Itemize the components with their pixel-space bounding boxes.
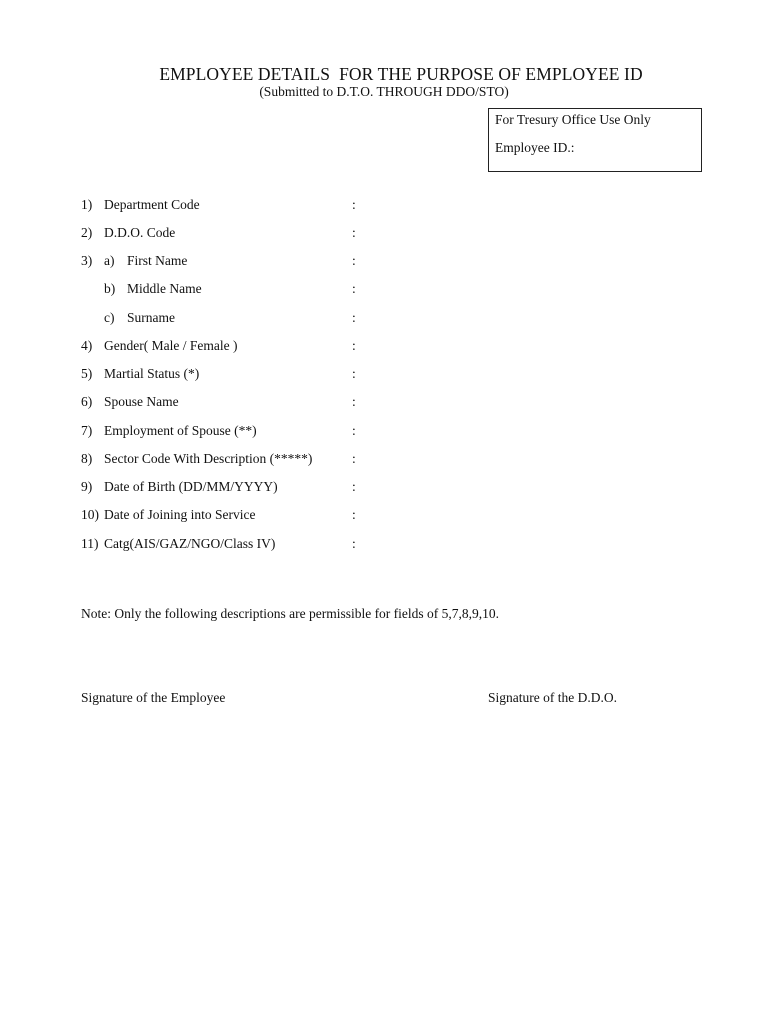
field-number: 4) xyxy=(81,338,93,353)
field-employment-of-spouse xyxy=(0,423,768,443)
field-colon: : xyxy=(352,366,356,381)
field-middle-name xyxy=(0,281,768,301)
field-label: D.D.O. Code xyxy=(104,225,176,240)
field-ddo-code xyxy=(0,225,768,245)
field-colon: : xyxy=(352,281,356,296)
form-note: Note: Only the following descriptions are permissible for fields of 5,7,8,9,10. xyxy=(81,606,500,621)
field-colon: : xyxy=(352,197,356,212)
field-label: Sector Code With Description (*****) xyxy=(104,451,313,466)
form-title: EMPLOYEE DETAILS FOR THE PURPOSE OF EMPLOYEE ID xyxy=(159,64,643,84)
field-colon: : xyxy=(352,536,356,551)
field-number: 8) xyxy=(81,451,93,466)
field-number: 9) xyxy=(81,479,93,494)
field-number: 7) xyxy=(81,423,93,438)
field-colon: : xyxy=(352,479,356,494)
field-label: Gender( Male / Female ) xyxy=(104,338,238,353)
field-sub-marker: b) xyxy=(104,281,116,296)
field-spouse-name xyxy=(0,394,768,414)
office-use-box xyxy=(488,108,702,172)
field-surname xyxy=(0,310,768,330)
employee-signature-label: Signature of the Employee xyxy=(81,690,226,705)
field-sub-marker: c) xyxy=(104,310,115,325)
field-label: First Name xyxy=(127,253,188,268)
field-label: Employment of Spouse (**) xyxy=(104,423,257,438)
field-label: Catg(AIS/GAZ/NGO/Class IV) xyxy=(104,536,276,551)
field-colon: : xyxy=(352,423,356,438)
field-colon: : xyxy=(352,394,356,409)
field-label: Department Code xyxy=(104,197,200,212)
field-date-of-joining xyxy=(0,507,768,527)
field-sub-marker: a) xyxy=(104,253,115,268)
field-number: 10) xyxy=(81,507,99,522)
field-label: Date of Joining into Service xyxy=(104,507,256,522)
field-label: Surname xyxy=(127,310,175,325)
field-colon: : xyxy=(352,338,356,353)
field-colon: : xyxy=(352,310,356,325)
field-number: 11) xyxy=(81,536,99,551)
field-department-code xyxy=(0,197,768,217)
field-number: 2) xyxy=(81,225,93,240)
field-date-of-birth xyxy=(0,479,768,499)
employee-id-label: Employee ID.: xyxy=(495,140,575,155)
field-category xyxy=(0,536,768,556)
field-martial-status xyxy=(0,366,768,386)
field-colon: : xyxy=(352,451,356,466)
field-number: 3) xyxy=(81,253,93,268)
field-colon: : xyxy=(352,507,356,522)
field-sector-code xyxy=(0,451,768,471)
field-label: Date of Birth (DD/MM/YYYY) xyxy=(104,479,278,494)
field-label: Middle Name xyxy=(127,281,202,296)
field-number: 1) xyxy=(81,197,93,212)
field-first-name xyxy=(0,253,768,273)
field-number: 5) xyxy=(81,366,93,381)
field-number: 6) xyxy=(81,394,93,409)
field-label: Martial Status (*) xyxy=(104,366,200,381)
ddo-signature-label: Signature of the D.D.O. xyxy=(488,690,617,705)
field-gender xyxy=(0,338,768,358)
field-colon: : xyxy=(352,225,356,240)
office-use-label: For Tresury Office Use Only xyxy=(495,112,651,127)
field-colon: : xyxy=(352,253,356,268)
form-subtitle: (Submitted to D.T.O. THROUGH DDO/STO) xyxy=(259,84,509,99)
field-label: Spouse Name xyxy=(104,394,179,409)
